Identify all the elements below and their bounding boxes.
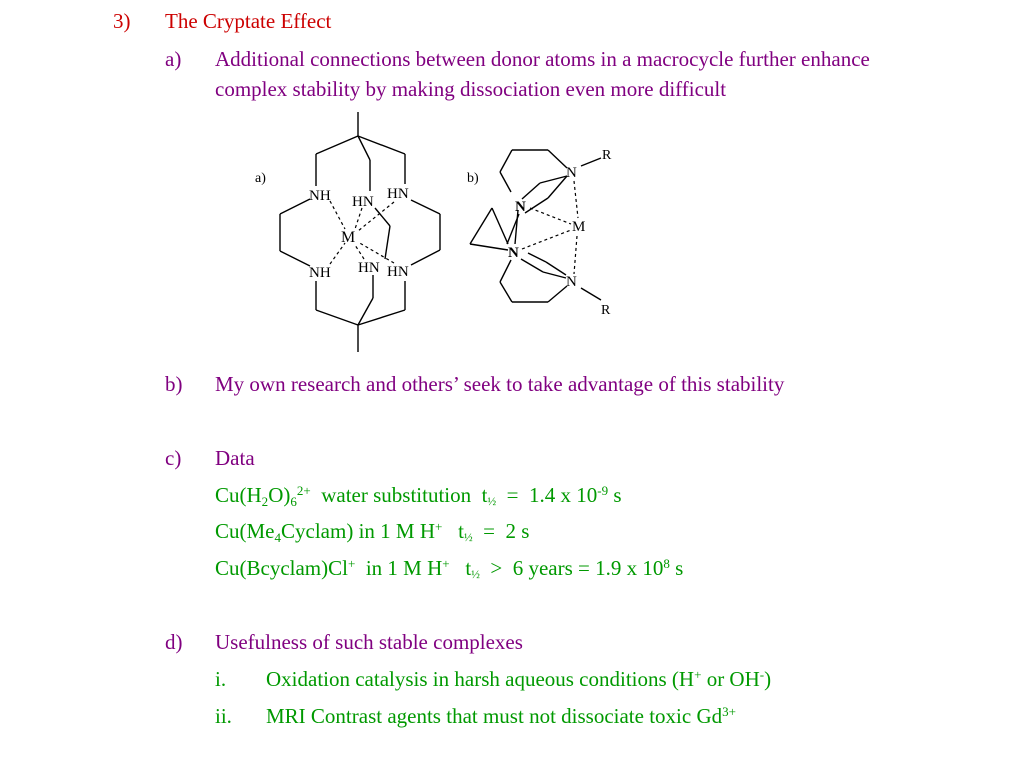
item-c-title: Data: [215, 446, 255, 470]
item-a-marker: a): [165, 47, 182, 71]
section-number: 3): [113, 9, 131, 33]
data-line-2: $Cu(Me_4Cyclam)$ in 1 M H+ t½ = 2 s: [215, 518, 530, 545]
structure-a-label: a): [255, 171, 266, 186]
atom-metal-a: M: [341, 229, 356, 246]
atom-nh-top: NH: [309, 188, 331, 204]
atom-r-bottom: R: [601, 303, 611, 318]
atom-n-left: N: [508, 245, 519, 261]
item-a-line1: Additional connections between donor atoms in a macrocycle further enhance: [215, 47, 870, 71]
structure-b-label: b): [467, 171, 479, 186]
item-b-text: My own research and others’ seek to take advantage of this stability: [215, 372, 785, 396]
atom-n-bottom: N: [566, 274, 577, 290]
item-d-title: Usefulness of such stable complexes: [215, 630, 523, 654]
atom-hn-low: HN: [358, 260, 380, 276]
atom-n-inner: N: [515, 199, 526, 215]
atom-metal-b: M: [572, 219, 586, 235]
item-a-line2: complex stability by making dissociation even more difficult: [215, 77, 727, 101]
data-line-1: $Cu(H_2O)_6^{2+}$ water substitution t½ = 1.4 x $10^{-9}$ s: [215, 482, 622, 509]
atom-nh-bottom: NH: [309, 265, 331, 281]
atom-n-top: N: [566, 165, 577, 181]
item-d-sub-i-text: Oxidation catalysis in harsh aqueous conditions (H+ or OH-): [266, 666, 772, 691]
data-line-3: Cu(Bcyclam)Cl+ in 1 M H+ t½ > 6 years = 1.9 x $10^8$ s: [215, 555, 684, 582]
section-title: The Cryptate Effect: [165, 9, 332, 33]
structure-a: [280, 112, 440, 352]
item-d-sub-i-marker: i.: [215, 667, 227, 691]
item-d-marker: d): [165, 630, 183, 654]
atom-hn-right-bottom: HN: [387, 264, 409, 280]
item-d-sub-ii-marker: ii.: [215, 704, 232, 728]
atom-r-top: R: [602, 148, 612, 163]
atom-hn-middle: HN: [352, 194, 374, 210]
structure-a-coordination-bonds: [330, 201, 394, 264]
item-c-marker: c): [165, 446, 182, 470]
item-b-marker: b): [165, 372, 183, 396]
item-d-sub-ii-text: MRI Contrast agents that must not dissociate toxic $Gd^{3+}$: [266, 703, 736, 728]
atom-hn-right-top: HN: [387, 186, 409, 202]
